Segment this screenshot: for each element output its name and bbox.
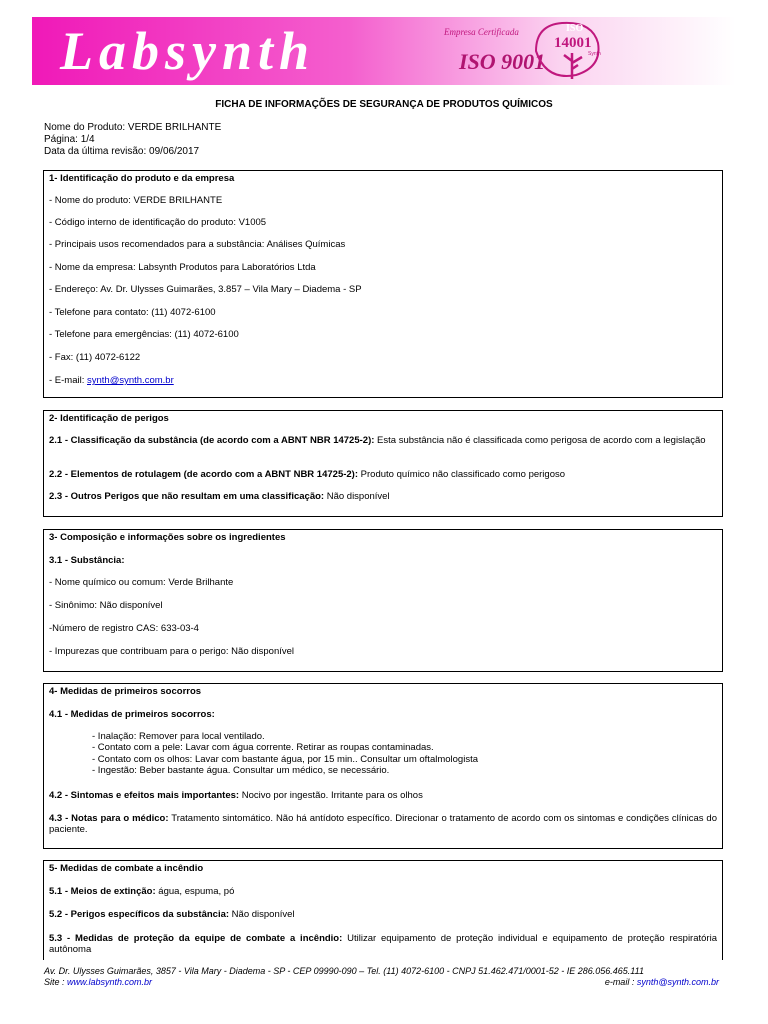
phone-line: - Telefone para contato: (11) 4072-6100 xyxy=(49,307,216,318)
product-name: Nome do Produto: VERDE BRILHANTE xyxy=(44,122,222,133)
section-hazards xyxy=(43,410,723,517)
skin-contact-item: - Contato com a pele: Lavar com água corrente. Retirar as roupas contaminadas. xyxy=(92,742,434,753)
classification-label: 2.1 - Classificação da substância (de acordo com a ABNT NBR 14725-2): xyxy=(49,435,375,446)
first-aid-subtitle: 4.1 - Medidas de primeiros socorros: xyxy=(49,709,215,720)
doctor-notes-label: 4.3 - Notas para o médico: xyxy=(49,813,169,824)
doctor-notes-line xyxy=(49,813,717,835)
eye-contact-item: - Contato com os olhos: Lavar com bastante água, por 15 min.. Consultar um oftalmologista xyxy=(92,754,479,765)
specific-hazards-text: Não disponível xyxy=(229,909,295,920)
inhalation-item: - Inalação: Remover para local ventilado. xyxy=(92,731,265,742)
protection-text: Utilizar equipamento de proteção individual e equipamento de proteção respiratória autônoma xyxy=(49,933,717,955)
extinguishing-line xyxy=(49,886,717,897)
other-hazards-text: Não disponível xyxy=(324,491,390,502)
classification-line xyxy=(49,435,717,446)
product-code-line: - Código interno de identificação do produto: V1005 xyxy=(49,217,267,228)
document-meta xyxy=(44,122,221,158)
specific-hazards-label: 5.2 - Perigos específicos da substância: xyxy=(49,909,230,920)
synonym-line: - Sinônimo: Não disponível xyxy=(49,600,163,611)
company-line: - Nome da empresa: Labsynth Produtos para Laboratórios Ltda xyxy=(49,262,316,273)
footer-email-link[interactable]: synth@synth.com.br xyxy=(636,977,719,987)
labeling-label: 2.2 - Elementos de rotulagem (de acordo com a ABNT NBR 14725-2): xyxy=(49,469,359,480)
synth-mark: Synth xyxy=(588,51,601,57)
section-title: 2- Identificação de perigos xyxy=(49,413,169,424)
iso-14001-logo xyxy=(532,17,612,85)
section-first-aid xyxy=(43,683,723,849)
ingestion-item: - Ingestão: Beber bastante água. Consultar um médico, se necessário. xyxy=(92,765,390,776)
doctor-notes-text: Tratamento sintomático. Não há antídoto específico. Direcionar o tratamento de acordo com os sintomas e condições clínicas do paciente. xyxy=(49,813,717,835)
protection-line xyxy=(49,933,717,955)
site-label: Site : xyxy=(44,977,68,987)
footer-email-label: e-mail : xyxy=(604,977,637,987)
extinguishing-text: água, espuma, pó xyxy=(155,886,235,897)
substance-subtitle: 3.1 - Substância: xyxy=(49,555,125,566)
classification-text: Esta substância não é classificada como perigosa de acordo com a legislação xyxy=(374,435,706,446)
section-identification xyxy=(43,170,723,398)
symptoms-label: 4.2 - Sintomas e efeitos mais importantes: xyxy=(49,790,240,801)
other-hazards-label: 2.3 - Outros Perigos que não resultam em uma classificação: xyxy=(49,491,325,502)
footer-email xyxy=(605,977,719,987)
chemical-name-line: - Nome químico ou comum: Verde Brilhante xyxy=(49,577,234,588)
specific-hazards-line xyxy=(49,909,717,920)
symptoms-text: Nocivo por ingestão. Irritante para os olhos xyxy=(239,790,423,801)
revision-date: Data da última revisão: 09/06/2017 xyxy=(44,146,200,157)
protection-label: 5.3 - Medidas de proteção da equipe de combate a incêndio: xyxy=(49,933,343,944)
cas-number-line: -Número de registro CAS: 633-03-4 xyxy=(49,623,199,634)
labeling-line xyxy=(49,469,717,480)
certification-text: Empresa Certificada xyxy=(444,27,519,37)
section-title: 4- Medidas de primeiros socorros xyxy=(49,686,202,697)
document-title: FICHA DE INFORMAÇÕES DE SEGURANÇA DE PRODUTOS QUÍMICOS xyxy=(215,99,553,110)
section-title: 3- Composição e informações sobre os ingredientes xyxy=(49,532,286,543)
site-link[interactable]: www.labsynth.com.br xyxy=(67,977,153,987)
iso-9001-seal: ISO 9001 xyxy=(459,49,546,74)
section-fire-fighting xyxy=(43,860,723,960)
symptoms-line xyxy=(49,790,717,801)
other-hazards-line xyxy=(49,491,717,502)
email-line xyxy=(49,375,717,386)
section-title: 5- Medidas de combate a incêndio xyxy=(49,863,204,874)
uses-line: - Principais usos recomendados para a substância: Análises Químicas xyxy=(49,239,346,250)
section-composition xyxy=(43,529,723,672)
address-line: - Endereço: Av. Dr. Ulysses Guimarães, 3.857 – Vila Mary – Diadema - SP xyxy=(49,284,362,295)
labeling-text: Produto químico não classificado como perigoso xyxy=(358,469,566,480)
brand-logo: Labsynth xyxy=(60,21,316,81)
product-name-line: - Nome do produto: VERDE BRILHANTE xyxy=(49,195,223,206)
impurities-line: - Impurezas que contribuam para o perigo: Não disponível xyxy=(49,646,295,657)
footer-address: Av. Dr. Ulysses Guimarães, 3857 - Vila Mary - Diadema - SP - CEP 09990-090 – Tel. (11) 4072-6100 - CNPJ 51.462.471/0001-52 - IE 286.056.465.111 xyxy=(44,966,644,976)
emergency-phone-line: - Telefone para emergências: (11) 4072-6100 xyxy=(49,329,239,340)
iso-14001-number: 14001 xyxy=(554,35,592,51)
section-title: 1- Identificação do produto e da empresa xyxy=(49,173,235,184)
email-link[interactable]: synth@synth.com.br xyxy=(87,375,174,386)
email-label: - E-mail: xyxy=(49,375,87,386)
footer-contacts xyxy=(44,977,719,987)
header-banner xyxy=(32,17,736,85)
page-number: Página: 1/4 xyxy=(44,134,95,145)
iso-label: ISO xyxy=(566,23,584,34)
fax-line: - Fax: (11) 4072-6122 xyxy=(49,352,141,363)
extinguishing-label: 5.1 - Meios de extinção: xyxy=(49,886,156,897)
